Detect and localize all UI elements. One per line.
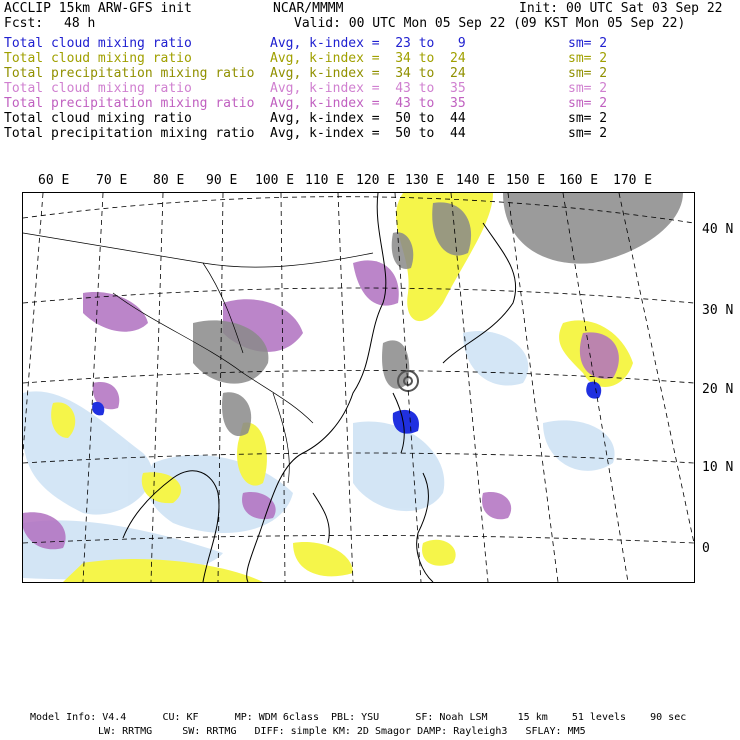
latitude-label: 10 N	[702, 460, 734, 475]
model-title: ACCLIP 15km ARW-GFS init	[4, 1, 192, 16]
legend-field-range: Avg, k-index = 43 to 35	[270, 81, 466, 96]
legend-field-range: Avg, k-index = 50 to 44	[270, 126, 466, 141]
latitude-label: 20 N	[702, 382, 734, 397]
legend-field-range: Avg, k-index = 34 to 24	[270, 66, 466, 81]
latitude-label: 30 N	[702, 303, 734, 318]
longitude-label: 90 E	[206, 173, 238, 188]
longitude-label: 70 E	[96, 173, 128, 188]
forecast-hour: 48 h	[64, 16, 96, 31]
longitude-label: 160 E	[559, 173, 599, 188]
longitude-label: 60 E	[38, 173, 70, 188]
longitude-label: 100 E	[255, 173, 295, 188]
longitude-label: 130 E	[405, 173, 445, 188]
legend-field-name: Total precipitation mixing ratio	[4, 66, 255, 81]
legend-field-smoothing: sm= 2	[568, 36, 608, 51]
legend-field-name: Total cloud mixing ratio	[4, 81, 192, 96]
footer-physics-info: LW: RRTMG SW: RRTMG DIFF: simple KM: 2D Smagor DAMP: Rayleigh3 SFLAY: MM5	[98, 726, 586, 737]
footer-model-info: Model Info: V4.4 CU: KF MP: WDM 6class PBL: YSU SF: Noah LSM 15 km 51 levels 90 sec	[30, 712, 687, 723]
longitude-label: 150 E	[506, 173, 546, 188]
weather-map	[22, 192, 695, 583]
latitude-label: 0	[702, 541, 710, 556]
legend-field-smoothing: sm= 2	[568, 66, 608, 81]
legend-field-name: Total cloud mixing ratio	[4, 111, 192, 126]
legend-field-smoothing: sm= 2	[568, 96, 608, 111]
valid-time: Valid: 00 UTC Mon 05 Sep 22 (09 KST Mon 05 Sep 22)	[294, 16, 686, 31]
legend-field-range: Avg, k-index = 43 to 35	[270, 96, 466, 111]
legend-field-range: Avg, k-index = 34 to 24	[270, 51, 466, 66]
legend-field-smoothing: sm= 2	[568, 111, 608, 126]
organization: NCAR/MMMM	[273, 1, 344, 16]
legend-field-smoothing: sm= 2	[568, 126, 608, 141]
longitude-label: 110 E	[305, 173, 345, 188]
longitude-label: 170 E	[613, 173, 653, 188]
legend-field-name: Total cloud mixing ratio	[4, 36, 192, 51]
latitude-label: 40 N	[702, 222, 734, 237]
legend-field-name: Total precipitation mixing ratio	[4, 126, 255, 141]
map-canvas	[23, 193, 694, 582]
forecast-label: Fcst:	[4, 16, 44, 31]
init-time: Init: 00 UTC Sat 03 Sep 22	[519, 1, 723, 16]
legend-field-range: Avg, k-index = 50 to 44	[270, 111, 466, 126]
legend-field-name: Total cloud mixing ratio	[4, 51, 192, 66]
legend-field-smoothing: sm= 2	[568, 81, 608, 96]
legend-field-smoothing: sm= 2	[568, 51, 608, 66]
longitude-label: 120 E	[356, 173, 396, 188]
legend-field-range: Avg, k-index = 23 to 9	[270, 36, 466, 51]
longitude-label: 140 E	[456, 173, 496, 188]
longitude-label: 80 E	[153, 173, 185, 188]
legend-field-name: Total precipitation mixing ratio	[4, 96, 255, 111]
